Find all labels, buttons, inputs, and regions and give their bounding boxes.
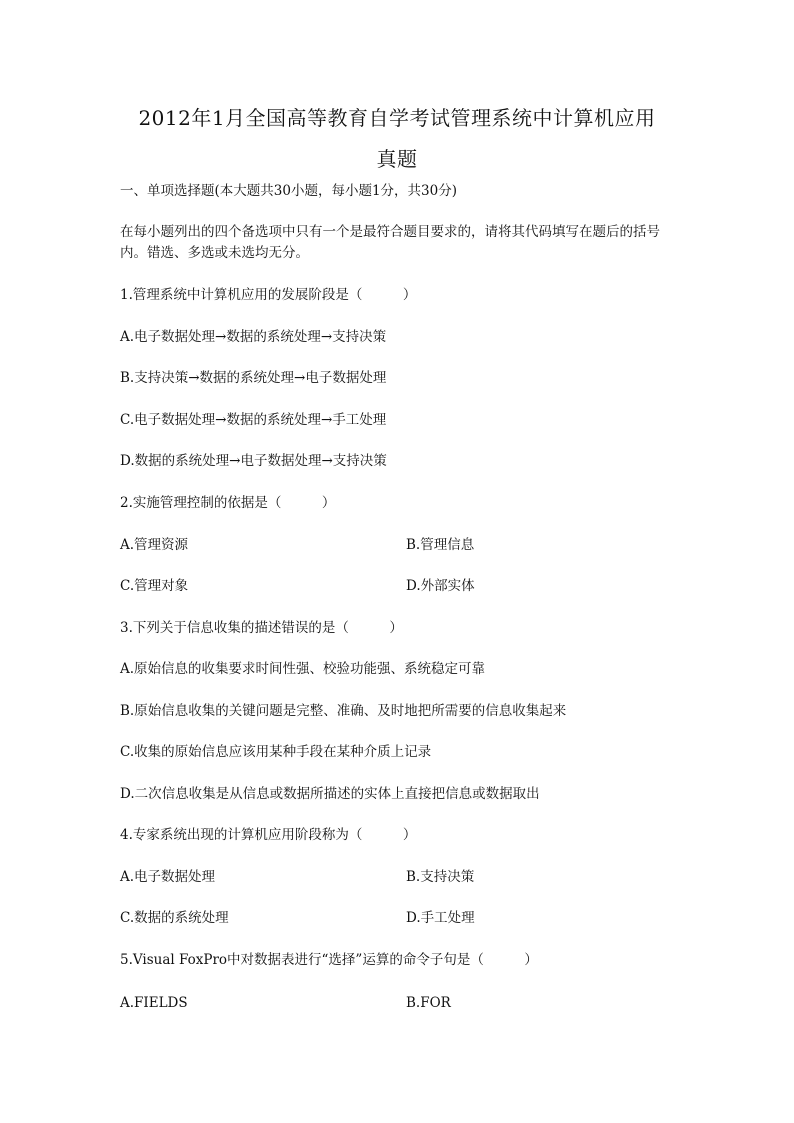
question-1-stem: 1.管理系统中计算机应用的发展阶段是（ ） [120,287,417,303]
question-4-option-c: C.数据的系统处理 [120,910,229,926]
question-5-option-a: A.FIELDS [120,995,188,1011]
question-5-option-b: B.FOR [406,995,451,1011]
question-1-option-d: D.数据的系统处理→电子数据处理→支持决策 [120,453,387,469]
question-2-option-d: D.外部实体 [406,578,475,594]
question-1-option-b: B.支持决策→数据的系统处理→电子数据处理 [120,370,387,386]
question-4-option-a: A.电子数据处理 [120,869,216,885]
question-2-option-b: B.管理信息 [406,537,475,553]
question-2-option-c: C.管理对象 [120,578,189,594]
question-3-option-a: A.原始信息的收集要求时间性强、校验功能强、系统稳定可靠 [120,661,486,677]
question-4-stem: 4.专家系统出现的计算机应用阶段称为（ ） [120,827,417,843]
question-3-option-c: C.收集的原始信息应该用某种手段在某种介质上记录 [120,744,432,760]
question-2-option-a: A.管理资源 [120,537,189,553]
section-heading: 一、单项选择题(本大题共30小题，每小题1分，共30分) [120,183,457,199]
question-3-option-d: D.二次信息收集是从信息或数据所描述的实体上直接把信息或数据取出 [120,786,540,802]
question-4-option-b: B.支持决策 [406,869,475,885]
question-5-stem: 5.Visual FoxPro中对数据表进行“选择”运算的命令子句是（ ） [120,952,538,968]
exam-title-line-1: 2012年1月全国高等教育自学考试管理系统中计算机应用 [138,106,656,130]
question-1-option-a: A.电子数据处理→数据的系统处理→支持决策 [120,329,387,345]
question-3-option-b: B.原始信息收集的关键问题是完整、准确、及时地把所需要的信息收集起来 [120,703,567,719]
question-2-stem: 2.实施管理控制的依据是（ ） [120,495,336,511]
question-3-stem: 3.下列关于信息收集的描述错误的是（ ） [120,620,403,636]
question-4-option-d: D.手工处理 [406,910,475,926]
exam-title-line-2: 真题 [376,147,418,171]
question-1-option-c: C.电子数据处理→数据的系统处理→手工处理 [120,412,387,428]
section-instructions: 在每小题列出的四个备选项中只有一个是最符合题目要求的，请将其代码填写在题后的括号内。错选、多选或未选均无分。 [120,224,660,261]
